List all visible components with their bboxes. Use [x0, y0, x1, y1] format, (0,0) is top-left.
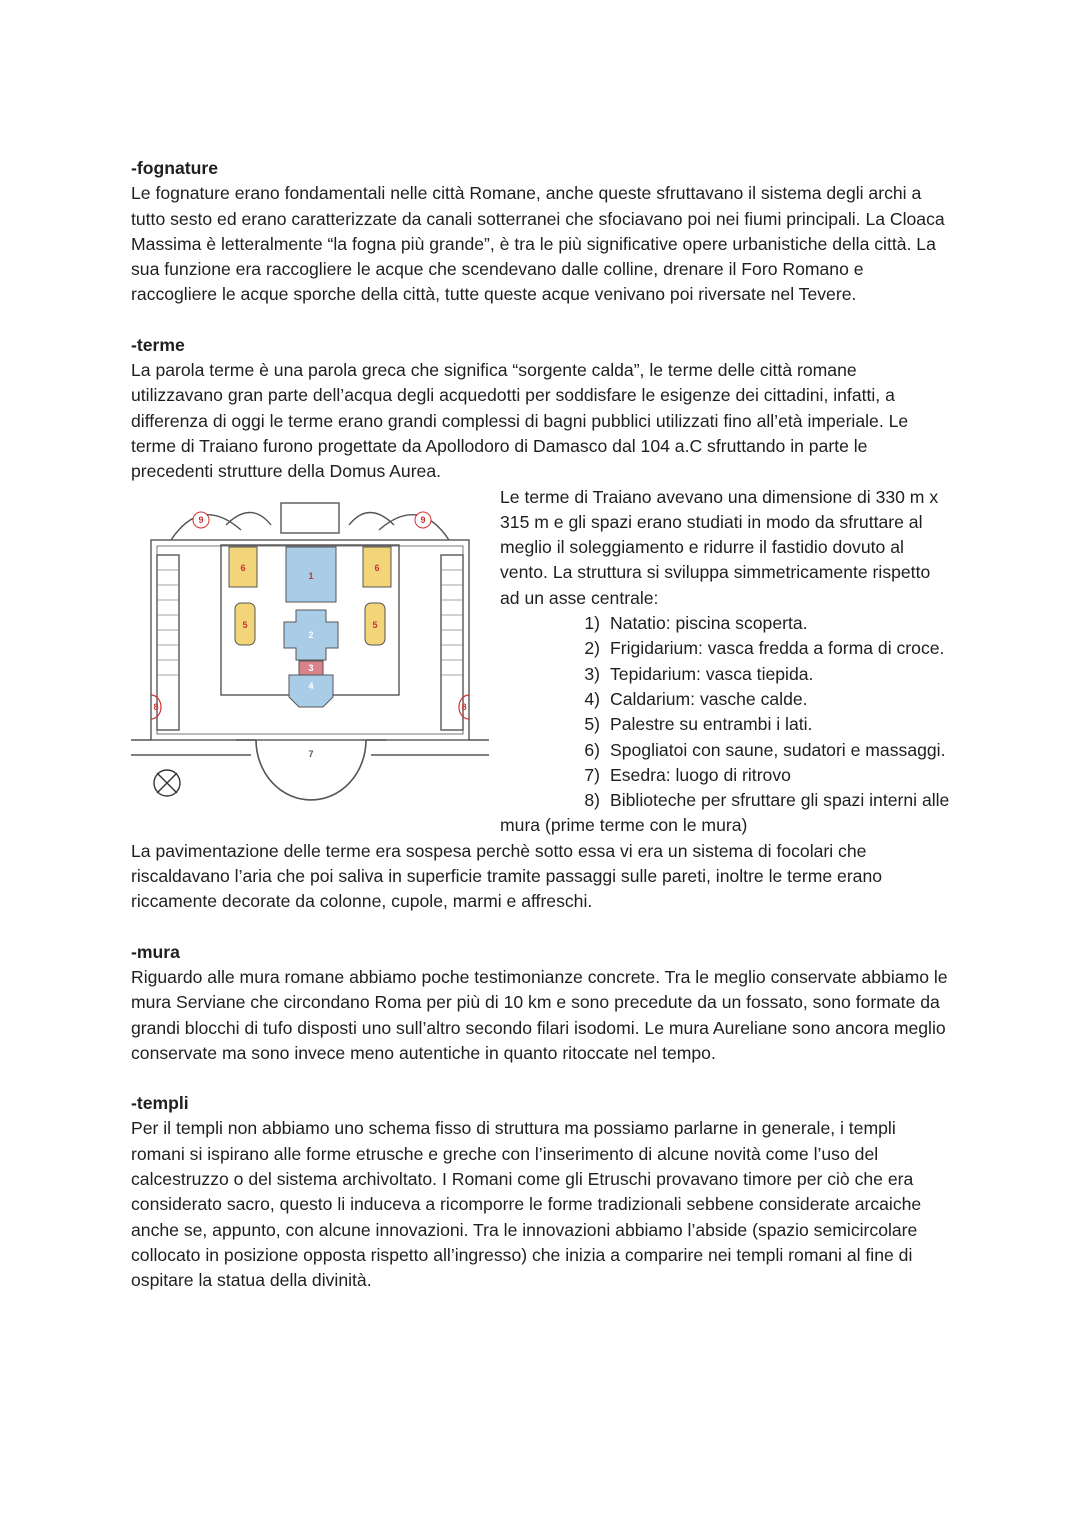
paragraph-terme: La parola terme è una parola greca che significa “sorgente calda”, le terme delle città romane utilizzavano gran parte dell’acqua degli acquedotti per soddisfare le esigenze dei cittadini, infatti, a differenza di oggi le terme erano grandi complessi di bagni pubblici utilizzati fino all’età imperiale. Le terme di Traiano furono progettate da Apollodoro di Damasco dal 104 a.C sfruttando in parte le precedenti strutture della Domus Aurea.	[131, 360, 909, 482]
terme-list-tail: mura (prime terme con le mura)	[500, 815, 748, 836]
section-templi	[131, 1091, 951, 1293]
plan-label-6-right: 6	[374, 562, 380, 573]
plan-label-4: 4	[308, 680, 314, 691]
plan-label-8-right: 8	[461, 701, 467, 712]
paragraph-terme-2: La pavimentazione delle terme era sospesa perchè sotto essa vi era un sistema di focolari che riscaldavano l’aria che poi saliva in superficie tramite passaggi sulle pareti, inoltre le terme erano riccamente decorate da colonne, cupole, marmi e affreschi.	[131, 840, 883, 912]
paragraph-templi: Per il templi non abbiamo uno schema fisso di struttura ma possiamo parlarne in generale, i templi romani si ispirano alle forme etrusche e greche con l’inserimento di alcune novità come l’uso del calcestruzzo o del sistema archivoltato. I Romani come gli Etruschi provavano timore per ciò che era considerato sacro, questo li induceva a ricomporre le forme tradizionali sebbene considerate arcaiche anche se, appunto, con alcune innovazioni. Tra le innovazioni abbiamo l’abside (spazio semicircolare collocato in posizione opposta rispetto all’ingresso) che inizia a comparire nei templi romani al fine di ospitare la statua della divinità.	[131, 1118, 922, 1291]
terme-di-traiano-floor-plan	[131, 485, 489, 807]
list-item: 5) Palestre su entrambi i lati.	[584, 714, 813, 735]
plan-label-9-right: 9	[420, 514, 426, 525]
terme-figure-block	[131, 485, 951, 839]
document-page	[131, 156, 951, 1318]
list-item: 4) Caldarium: vasche calde.	[584, 688, 808, 709]
list-item: 3) Tepidarium: vasca tiepida.	[584, 663, 814, 684]
heading-templi: -templi	[131, 1093, 189, 1114]
heading-mura: -mura	[131, 941, 180, 962]
section-mura	[131, 940, 951, 1066]
plan-label-7: 7	[308, 748, 314, 759]
terme-side-intro: Le terme di Traiano avevano una dimensione di 330 m x 315 m e gli spazi erano studiati in modo da sfruttare al meglio il soleggiamento e ridurre il fastidio dovuto al vento. La struttura si sviluppa simmetricamente rispetto ad un asse centrale:	[500, 486, 939, 608]
section-fognature	[131, 156, 951, 308]
list-item: 2) Frigidarium: vasca fredda a forma di croce.	[584, 638, 945, 659]
heading-fognature: -fognature	[131, 158, 218, 178]
section-terme	[131, 333, 951, 915]
list-item: 7) Esedra: luogo di ritrovo	[584, 764, 791, 785]
compass-icon	[154, 770, 180, 796]
plan-label-8-left: 8	[153, 701, 159, 712]
list-item: 1) Natatio: piscina scoperta.	[584, 613, 808, 634]
list-item: 8) Biblioteche per sfruttare gli spazi interni alle	[584, 790, 950, 811]
plan-label-2: 2	[308, 629, 314, 640]
plan-label-1: 1	[308, 570, 314, 581]
plan-label-3: 3	[308, 662, 314, 673]
paragraph-fognature: Le fognature erano fondamentali nelle città Romane, anche queste sfruttavano il sistema degli archi a tutto sesto ed erano caratterizzate da canali sotterranei che sfociavano poi nei fiumi principali. La Cloaca Massima è letteralmente “la fogna più grande”, è tra le più significative opere urbanistiche della città. La sua funzione era raccogliere le acque che scendevano dalle colline, drenare il Foro Romano e raccogliere le acque sporche della città, tutte queste acque venivano poi riversate nel Tevere.	[131, 183, 945, 305]
plan-label-5-left: 5	[242, 619, 248, 630]
list-item: 6) Spogliatoi con saune, sudatori e massaggi.	[584, 739, 946, 760]
plan-label-9-left: 9	[198, 514, 204, 525]
terme-rooms-list	[500, 611, 951, 813]
plan-label-6-left: 6	[240, 562, 246, 573]
terme-side-column	[500, 485, 951, 839]
plan-label-5-right: 5	[372, 619, 378, 630]
heading-terme: -terme	[131, 334, 185, 355]
paragraph-mura: Riguardo alle mura romane abbiamo poche testimonianze concrete. Tra le meglio conservate abbiamo le mura Serviane che circondano Roma per più di 10 km e sono precedute da un fossato, sono formate da grandi blocchi di tufo disposti uno sull’altro secondo filari isodomi. Le mura Aureliane sono ancora meglio conservate ma sono invece meno autentiche in quanto ritoccate nel tempo.	[131, 966, 948, 1063]
